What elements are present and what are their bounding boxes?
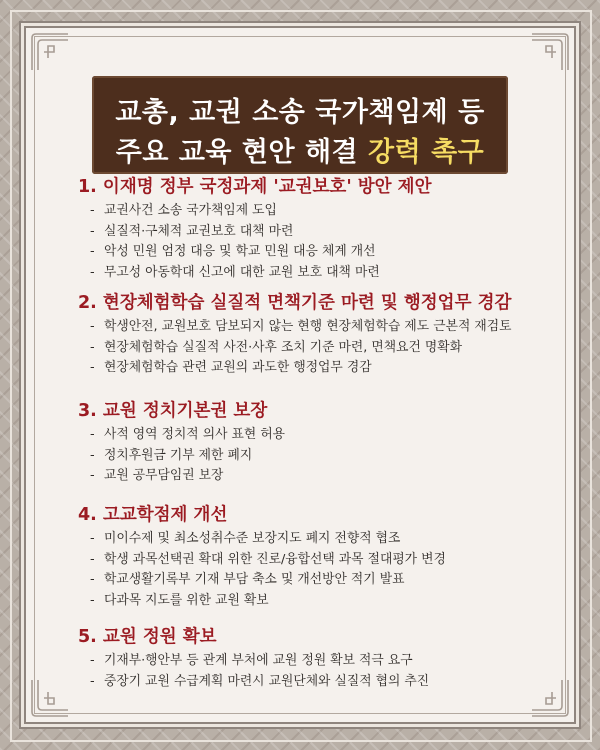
section-heading: 4. 고교학점제 개선 — [78, 505, 228, 525]
section-heading: 2. 현장체험학습 실질적 면책기준 마련 및 행정업무 경감 — [78, 293, 512, 313]
section-5 — [78, 626, 598, 692]
section-2 — [78, 292, 598, 379]
section-3 — [78, 400, 598, 487]
list-item: - 다과목 지도를 위한 교원 확보 — [90, 592, 269, 608]
list-item: - 학교생활기록부 기재 부담 축소 및 개선방안 적기 발표 — [90, 572, 405, 587]
title-line-2 — [92, 130, 508, 169]
list-item: - 현장체험학습 관련 교원의 과도한 행정업무 경감 — [90, 360, 372, 375]
section-4 — [78, 504, 598, 611]
corner-ornament-icon — [28, 30, 70, 72]
list-item: - 미이수제 및 최소성취수준 보장지도 폐지 전향적 협조 — [90, 531, 401, 546]
list-item: - 기재부·행안부 등 관계 부처에 교원 정원 확보 적극 요구 — [90, 653, 413, 668]
list-item: - 중장기 교원 수급계획 마련시 교원단체와 실질적 협의 추진 — [90, 673, 430, 689]
list-item: - 현장체험학습 실질적 사전·사후 조치 기준 마련, 면책요건 명확화 — [90, 339, 463, 355]
title-banner — [92, 76, 508, 174]
list-item: - 무고성 아동학대 신고에 대한 교원 보호 대책 마련 — [90, 264, 380, 280]
corner-ornament-icon — [28, 678, 70, 720]
list-item: - 학생 과목선택권 확대 위한 진로/융합선택 과목 절대평가 변경 — [90, 551, 446, 567]
list-item: - 정치후원금 기부 제한 폐지 — [90, 447, 253, 463]
list-item: - 사적 영역 정치적 의사 표현 허용 — [90, 427, 286, 442]
section-heading: 3. 교원 정치기본권 보장 — [78, 401, 268, 421]
list-item: - 학생안전, 교원보호 담보되지 않는 현행 현장체험학습 제도 근본적 재검토 — [90, 319, 512, 334]
title-line-2-accent: 강력 촉구 — [368, 137, 485, 168]
content-panel — [26, 28, 574, 722]
list-item: - 교원 공무담임권 보장 — [90, 468, 224, 483]
list-item: - 악성 민원 엄정 대응 및 학교 민원 대응 체계 개선 — [90, 244, 376, 259]
title-line-2-main: 주요 교육 현안 해결 — [115, 137, 369, 168]
section-heading: 1. 이재명 정부 국정과제 '교권보호' 방안 제안 — [78, 177, 432, 197]
corner-ornament-icon — [530, 30, 572, 72]
list-item: - 실질적·구체적 교권보호 대책 마련 — [90, 223, 294, 239]
list-item: - 교권사건 소송 국가책임제 도입 — [90, 203, 277, 218]
title-line-1: 교총, 교권 소송 국가책임제 등 — [115, 97, 485, 128]
section-heading: 5. 교원 정원 확보 — [78, 627, 217, 647]
section-1 — [78, 176, 598, 283]
